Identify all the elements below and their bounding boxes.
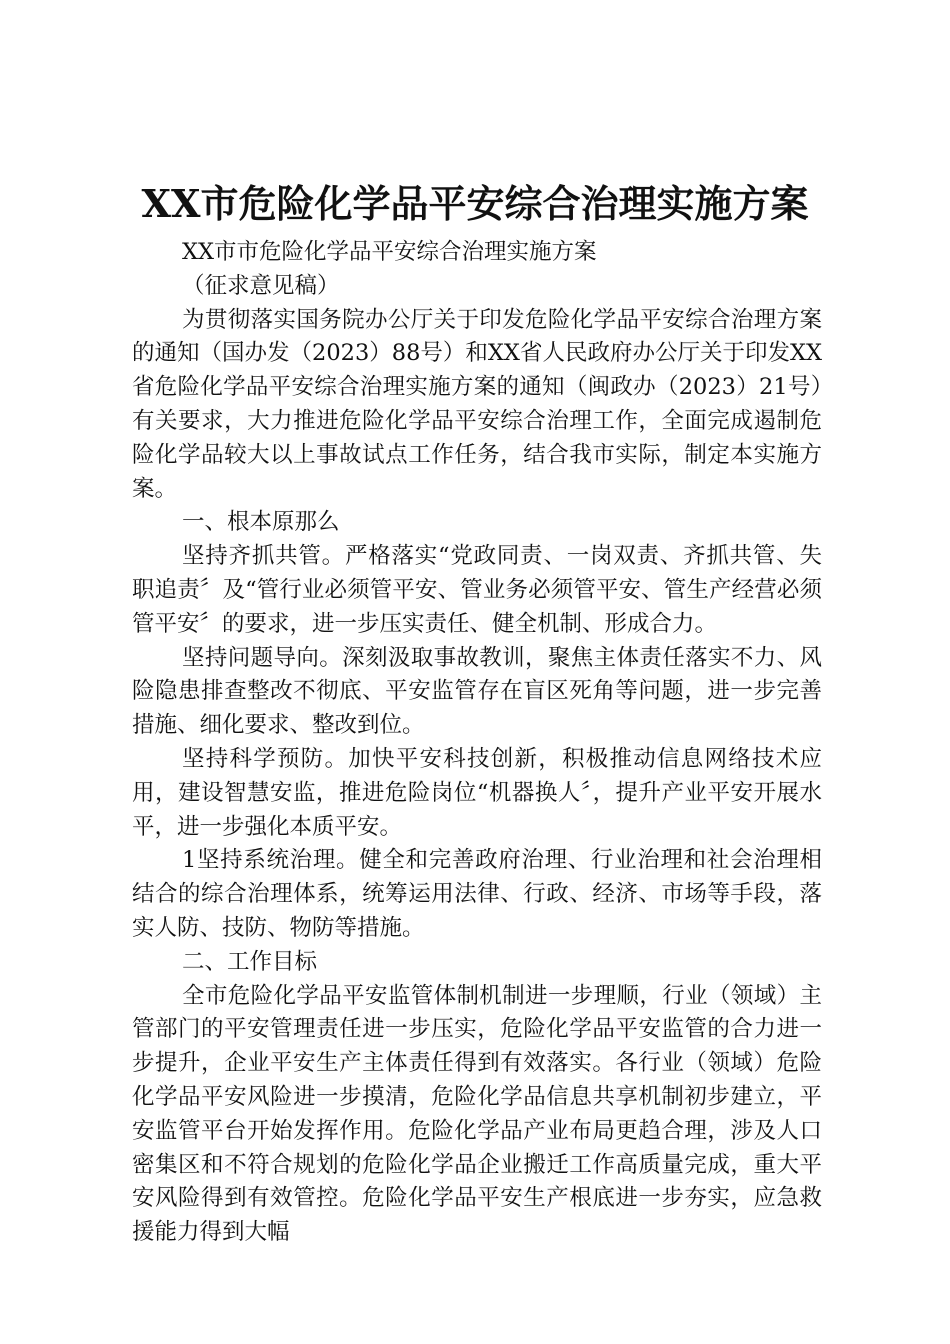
principle-paragraph: 1坚持系统治理。健全和完善政府治理、行业治理和社会治理相结合的综合治理体系，统筹运用法律、行政、经济、市场等手段，落实人防、技防、物防等措施。 <box>132 847 822 941</box>
section-heading-principles: 一、根本原那么 <box>182 509 340 536</box>
principle-paragraph: 坚持科学预防。加快平安科技创新，积极推动信息网络技术应用，建设智慧安监，推进危险岗位“机器换人〞，提升产业平安开展水平，进一步强化本质平安。 <box>132 745 822 840</box>
document-body <box>132 236 822 1250</box>
draft-note: （征求意见稿） <box>182 272 340 299</box>
goals-paragraph: 全市危险化学品平安监管体制机制进一步理顺，行业（领域）主管部门的平安管理责任进一步压实，危险化学品平安监管的合力进一步提升，企业平安生产主体责任得到有效落实。各行业（领域）危险化学品平安风险进一步摸清，危险化学品信息共享机制初步建立，平安监管平台开始发挥作用。危险化学品产业布局更趋合理，涉及人口密集区和不符合规划的危险化学品企业搬迁工作高质量完成，重大平安风险得到有效管控。危险化学品平安生产根底进一步夯实，应急救援能力得到大幅 <box>132 982 822 1246</box>
subtitle-line: XX市市危险化学品平安综合治理实施方案 <box>182 239 597 265</box>
intro-paragraph: 为贯彻落实国务院办公厅关于印发危险化学品平安综合治理方案的通知（国办发（2023）88号）和XX省人民政府办公厅关于印发XX省危险化学品平安综合治理实施方案的通知（闽政办（2023）21号）有关要求，大力推进危险化学品平安综合治理工作，全面完成遏制危险化学品较大以上事故试点工作任务，结合我市实际，制定本实施方案。 <box>132 306 822 502</box>
principle-paragraph: 坚持齐抓共管。严格落实“党政同责、一岗双责、齐抓共管、失职追责〞及“管行业必须管平安、管业务必须管平安、管生产经营必须管平安〞的要求，进一步压实责任、健全机制、形成合力。 <box>132 543 822 637</box>
principle-paragraph: 坚持问题导向。深刻汲取事故教训，聚焦主体责任落实不力、风险隐患排查整改不彻底、平安监管存在盲区死角等问题，进一步完善措施、细化要求、整改到位。 <box>132 644 822 739</box>
document-title: XX市危险化学品平安综合治理实施方案 <box>141 181 809 226</box>
section-heading-goals: 二、工作目标 <box>182 948 318 975</box>
